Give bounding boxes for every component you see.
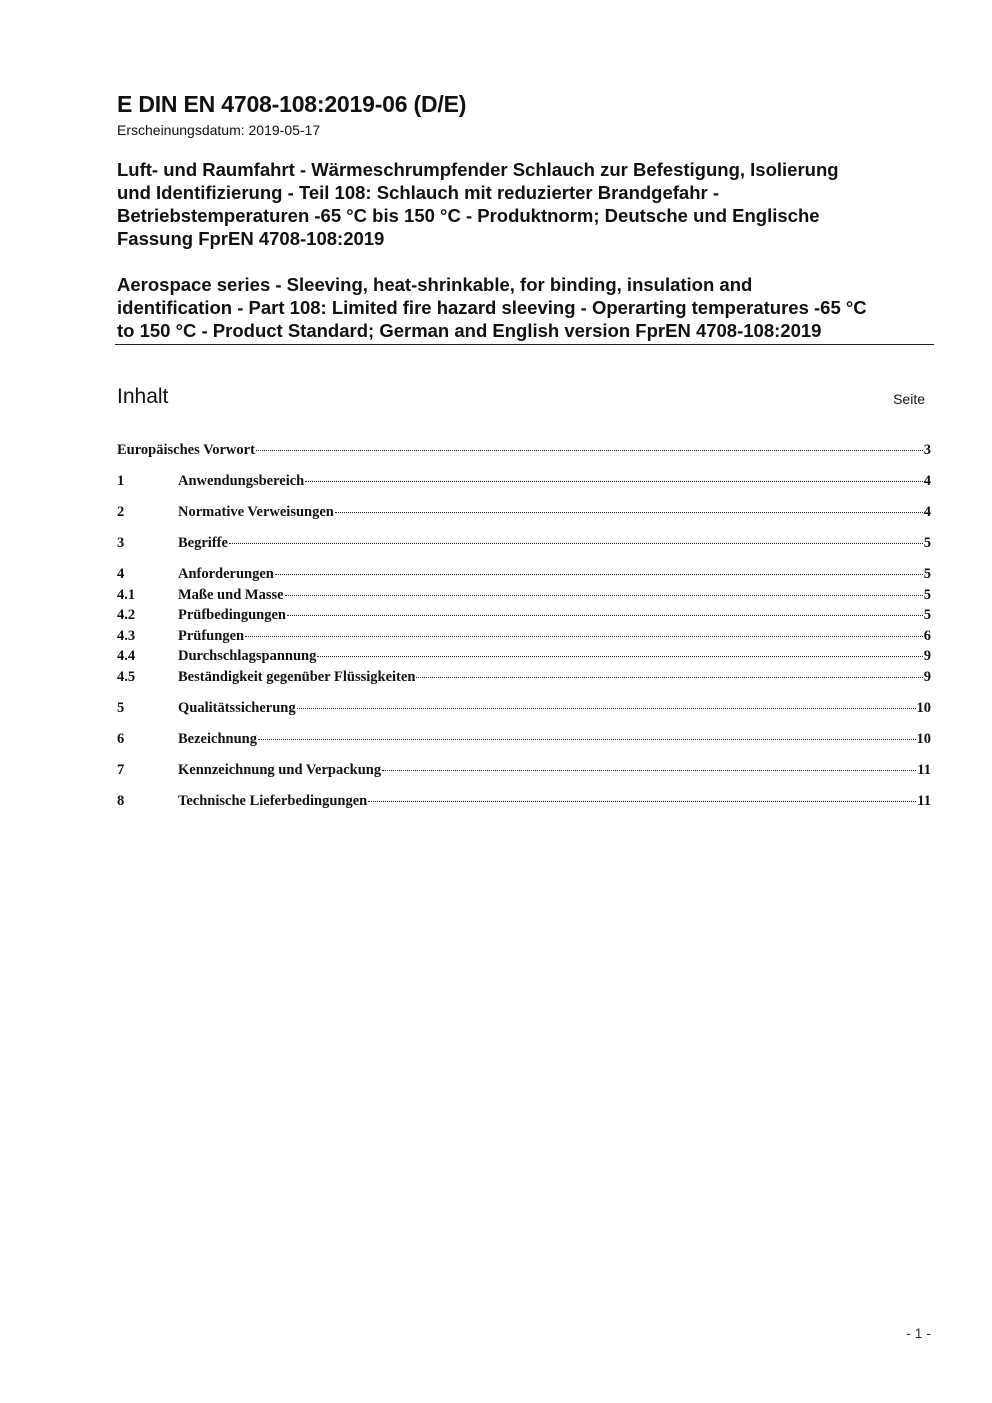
toc-entry-title: Durchschlagspannung [178, 648, 317, 664]
title-english-line: Aerospace series - Sleeving, heat-shrinkable, for binding, insulation and [117, 274, 753, 295]
toc-entry[interactable] [117, 698, 931, 719]
publication-date: Erscheinungsdatum: 2019-05-17 [117, 122, 321, 138]
toc-entry-title: Maße und Masse [178, 586, 284, 603]
toc-entry-number: 8 [117, 792, 125, 809]
toc-entry-title: Kennzeichnung und Verpackung [178, 761, 382, 778]
toc-dot-leader [229, 543, 923, 544]
page-number: - 1 - [906, 1325, 931, 1341]
toc-entry-number: 2 [117, 504, 125, 520]
title-german-line: Betriebstemperaturen -65 °C bis 150 °C - Produktnorm; Deutsche und Englische [117, 205, 820, 226]
toc-entry-number: 5 [117, 699, 125, 716]
title-english [117, 273, 932, 342]
toc-page-column-heading: Seite [893, 391, 925, 407]
toc-entry-number: 4.3 [117, 627, 136, 644]
toc-entry-page: 5 [923, 535, 931, 551]
toc-entry-page: 11 [917, 792, 931, 809]
toc-entry-number: 4.1 [117, 586, 136, 603]
toc-entry[interactable] [117, 667, 931, 688]
title-german-line: und Identifizierung - Teil 108: Schlauch mit reduzierter Brandgefahr - [117, 182, 720, 203]
title-german-line: Luft- und Raumfahrt - Wärmeschrumpfender Schlauch zur Befestigung, Isolierung [117, 159, 839, 180]
toc-entry[interactable] [117, 533, 931, 554]
toc-entry-title: Technische Lieferbedingungen [178, 792, 368, 809]
toc-entry-title: Anforderungen [178, 566, 274, 582]
toc-dot-leader [287, 615, 923, 616]
toc-entry[interactable] [117, 471, 931, 492]
toc-entry-title: Normative Verweisungen [178, 504, 334, 520]
toc-entry-number: 6 [117, 730, 125, 747]
toc-entry-page: 5 [923, 586, 931, 603]
table-of-contents [117, 440, 931, 811]
toc-entry[interactable] [117, 646, 931, 667]
document-number: E DIN EN 4708-108:2019-06 (D/E) [117, 91, 467, 117]
title-english-line: to 150 °C - Product Standard; German and English version FprEN 4708-108:2019 [117, 320, 822, 341]
toc-entry-title: Begriffe [178, 535, 228, 551]
toc-entry[interactable] [117, 791, 931, 812]
toc-entry-page: 9 [923, 648, 931, 664]
toc-dot-leader [256, 450, 923, 451]
toc-dot-leader [245, 636, 923, 637]
toc-entry-page: 9 [923, 668, 931, 685]
toc-dot-leader [285, 595, 923, 596]
toc-dot-leader [335, 512, 923, 513]
toc-entry[interactable] [117, 729, 931, 750]
toc-entry[interactable] [117, 502, 931, 523]
toc-entry-page: 4 [923, 504, 931, 520]
toc-entry-number: 7 [117, 761, 125, 778]
toc-dot-leader [305, 481, 923, 482]
toc-entry-number: 4.2 [117, 607, 136, 623]
toc-entry-title: Europäisches Vorwort [117, 442, 255, 458]
toc-entry-page: 5 [923, 607, 931, 623]
toc-dot-leader [297, 708, 916, 709]
toc-dot-leader [317, 656, 922, 657]
toc-entry-page: 3 [923, 442, 931, 458]
toc-heading: Inhalt [117, 385, 169, 408]
toc-entry[interactable] [117, 564, 931, 585]
toc-entry[interactable] [117, 585, 931, 606]
toc-entry-number: 4.4 [117, 648, 136, 664]
toc-entry-title: Prüfbedingungen [178, 607, 286, 623]
toc-entry-page: 5 [923, 566, 931, 582]
toc-entry[interactable] [117, 440, 931, 461]
toc-dot-leader [368, 801, 916, 802]
title-divider [115, 344, 934, 345]
toc-dot-leader [382, 770, 916, 771]
toc-entry-page: 4 [923, 473, 931, 489]
toc-entry-page: 11 [917, 761, 931, 778]
toc-entry-page: 10 [916, 730, 931, 747]
toc-entry[interactable] [117, 626, 931, 647]
toc-dot-leader [416, 677, 922, 678]
toc-dot-leader [275, 574, 923, 575]
toc-entry-number: 3 [117, 535, 125, 551]
toc-dot-leader [258, 739, 916, 740]
toc-entry-title: Bezeichnung [178, 730, 257, 747]
toc-entry-title: Qualitätssicherung [178, 699, 296, 716]
title-german-line: Fassung FprEN 4708-108:2019 [117, 228, 385, 249]
toc-entry-title: Beständigkeit gegenüber Flüssigkeiten [178, 668, 416, 685]
toc-entry-number: 4 [117, 566, 125, 582]
toc-entry-title: Anwendungsbereich [178, 473, 305, 489]
toc-entry-title: Prüfungen [178, 627, 245, 644]
toc-entry-page: 6 [923, 627, 931, 644]
toc-entry-page: 10 [916, 699, 931, 716]
toc-entry[interactable] [117, 760, 931, 781]
toc-entry[interactable] [117, 605, 931, 626]
title-english-line: identification - Part 108: Limited fire hazard sleeving - Operarting temperatures -65 °C [117, 297, 867, 318]
toc-entry-number: 4.5 [117, 668, 136, 685]
toc-entry-number: 1 [117, 473, 125, 489]
title-german [117, 158, 932, 250]
